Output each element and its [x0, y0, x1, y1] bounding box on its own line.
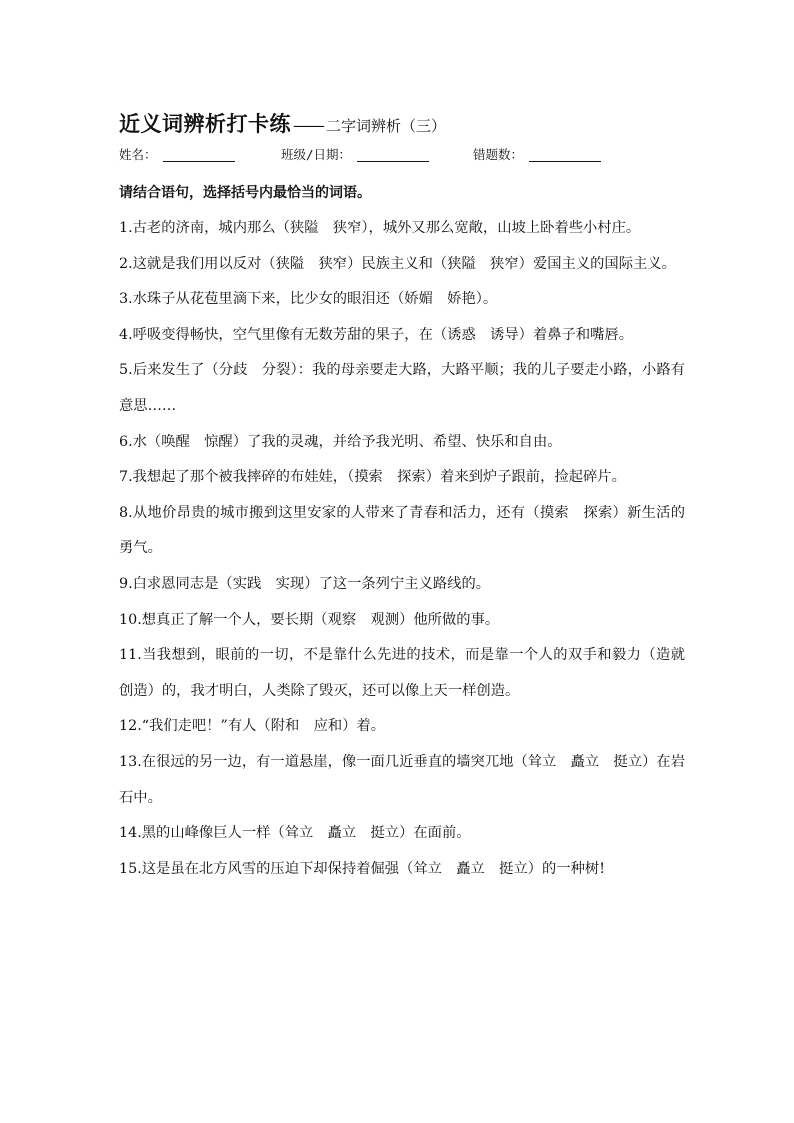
question-item: 8.从地价昂贵的城市搬到这里安家的人带来了青春和活力，还有（摸索 探索）新生活的勇气。	[119, 504, 685, 557]
question-item: 6.水（唤醒 惊醒）了我的灵魂，并给予我光明、希望、快乐和自由。	[119, 433, 562, 450]
question-list	[119, 211, 685, 887]
instruction: 请结合语句，选择括号内最恰当的词语。	[119, 185, 371, 201]
class-date-blank[interactable]	[357, 147, 429, 162]
errors-field	[473, 145, 601, 163]
question-item: 10.想真正了解一个人，要长期（观察 观测）他所做的事。	[119, 611, 500, 628]
title-main: 近义词辨析打卡练	[119, 111, 291, 136]
question-item: 5.后来发生了（分歧 分裂）：我的母亲要走大路，大路平顺；我的儿子要走小路，小路有意思……	[119, 362, 685, 414]
question-item: 7.我想起了那个被我摔碎的布娃娃，（摸索 探索）着来到炉子跟前，捡起碎片。	[119, 469, 626, 486]
class-date-label: 班级/日期：	[281, 147, 352, 162]
page-title	[119, 108, 446, 138]
question-item: 15.这是虽在北方风雪的压迫下却保持着倔强（耸立 矗立 挺立）的一种树!	[119, 860, 605, 877]
question-item: 2.这就是我们用以反对（狭隘 狭窄）民族主义和（狭隘 狭窄）爱国主义的国际主义。	[119, 255, 676, 272]
name-field	[119, 145, 235, 163]
errors-label: 错题数：	[473, 147, 524, 162]
title-subtitle: 二字词辨析（三）	[326, 117, 447, 135]
question-item: 12.“我们走吧！”有人（附和 应和）着。	[119, 718, 386, 735]
name-label: 姓名：	[119, 147, 157, 162]
question-item: 9.白求恩同志是（实践 实现）了这一条列宁主义路线的。	[119, 575, 491, 592]
question-item: 4.呼吸变得畅快，空气里像有无数芳甜的果子，在（诱惑 诱导）着鼻子和嘴唇。	[119, 326, 634, 343]
question-item: 3.水珠子从花苞里滴下来，比少女的眼泪还（娇媚 娇艳）。	[119, 291, 498, 308]
name-blank[interactable]	[163, 147, 235, 162]
title-dash: ——	[293, 116, 323, 136]
question-item: 14.黑的山峰像巨人一样（耸立 矗立 挺立）在面前。	[119, 825, 471, 842]
question-item: 1.古老的济南，城内那么（狭隘 狭窄），城外又那么宽敞，山坡上卧着些小村庄。	[119, 220, 641, 236]
question-item: 11.当我想到，眼前的一切，不是靠什么先进的技术，而是靠一个人的双手和毅力（造就 创造）的，我才明白，人类除了毁灭，还可以像上天一样创造。	[119, 647, 685, 699]
question-item: 13.在很远的另一边，有一道悬崖，像一面几近垂直的墙突兀地（耸立 矗立 挺立）在岩石中。	[119, 753, 686, 806]
class-date-field	[281, 145, 429, 163]
errors-blank[interactable]	[529, 147, 601, 162]
